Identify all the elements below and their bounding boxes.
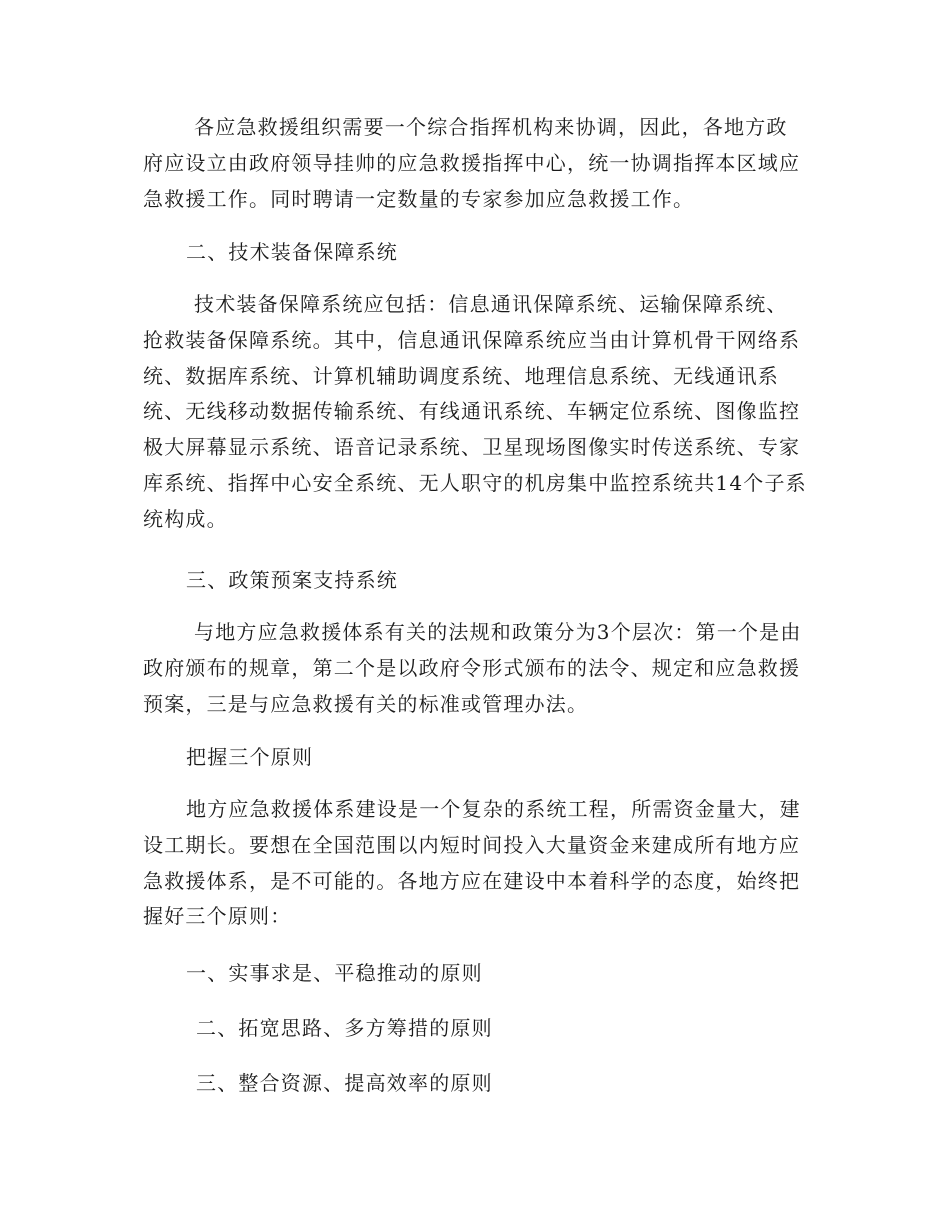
paragraph-command-center: 各应急救援组织需要一个综合指挥机构来协调，因此，各地方政府应设立由政府领导挂帅的应急救援指挥中心，统一协调指挥本区域应急救援工作。同时聘请一定数量的专家参加应急救援工作。 (143, 115, 801, 211)
heading-equipment-system: 二、技术装备保障系统 (186, 240, 398, 264)
paragraph-equipment-system: 技术装备保障系统应包括：信息通讯保障系统、运输保障系统、抢救装备保障系统。其中，信息通讯保障系统应当由计算机骨干网络系统、数据库系统、计算机辅助调度系统、地理信息系统、无线通讯系统、无线移动数据传输系统、有线通讯系统、车辆定位系统、图像监控极大屏幕显示系统、语音记录系统、卫星现场图像实时传送系统、专家库系统、指挥中心安全系统、无人职守的机房集中监控系统共14个子系统构成。 (143, 292, 807, 531)
principle-item-2: 二、拓宽思路、多方筹措的原则 (196, 1016, 493, 1040)
heading-three-principles: 把握三个原则 (186, 745, 314, 769)
heading-policy-system: 三、政策预案支持系统 (186, 568, 398, 592)
principle-item-3: 三、整合资源、提高效率的原则 (196, 1071, 493, 1095)
principle-item-1: 一、实事求是、平稳推动的原则 (186, 961, 483, 985)
paragraph-policy-system: 与地方应急救援体系有关的法规和政策分为3个层次：第一个是由政府颁布的规章，第二个是以政府令形式颁布的法令、规定和应急救援预案，三是与应急救援有关的标准或管理办法。 (143, 620, 802, 716)
paragraph-three-principles: 地方应急救援体系建设是一个复杂的系统工程，所需资金量大，建设工期长。要想在全国范围以内短时间投入大量资金来建成所有地方应急救援体系，是不可能的。各地方应在建设中本着科学的态度，始终把握好三个原则： (143, 797, 801, 929)
